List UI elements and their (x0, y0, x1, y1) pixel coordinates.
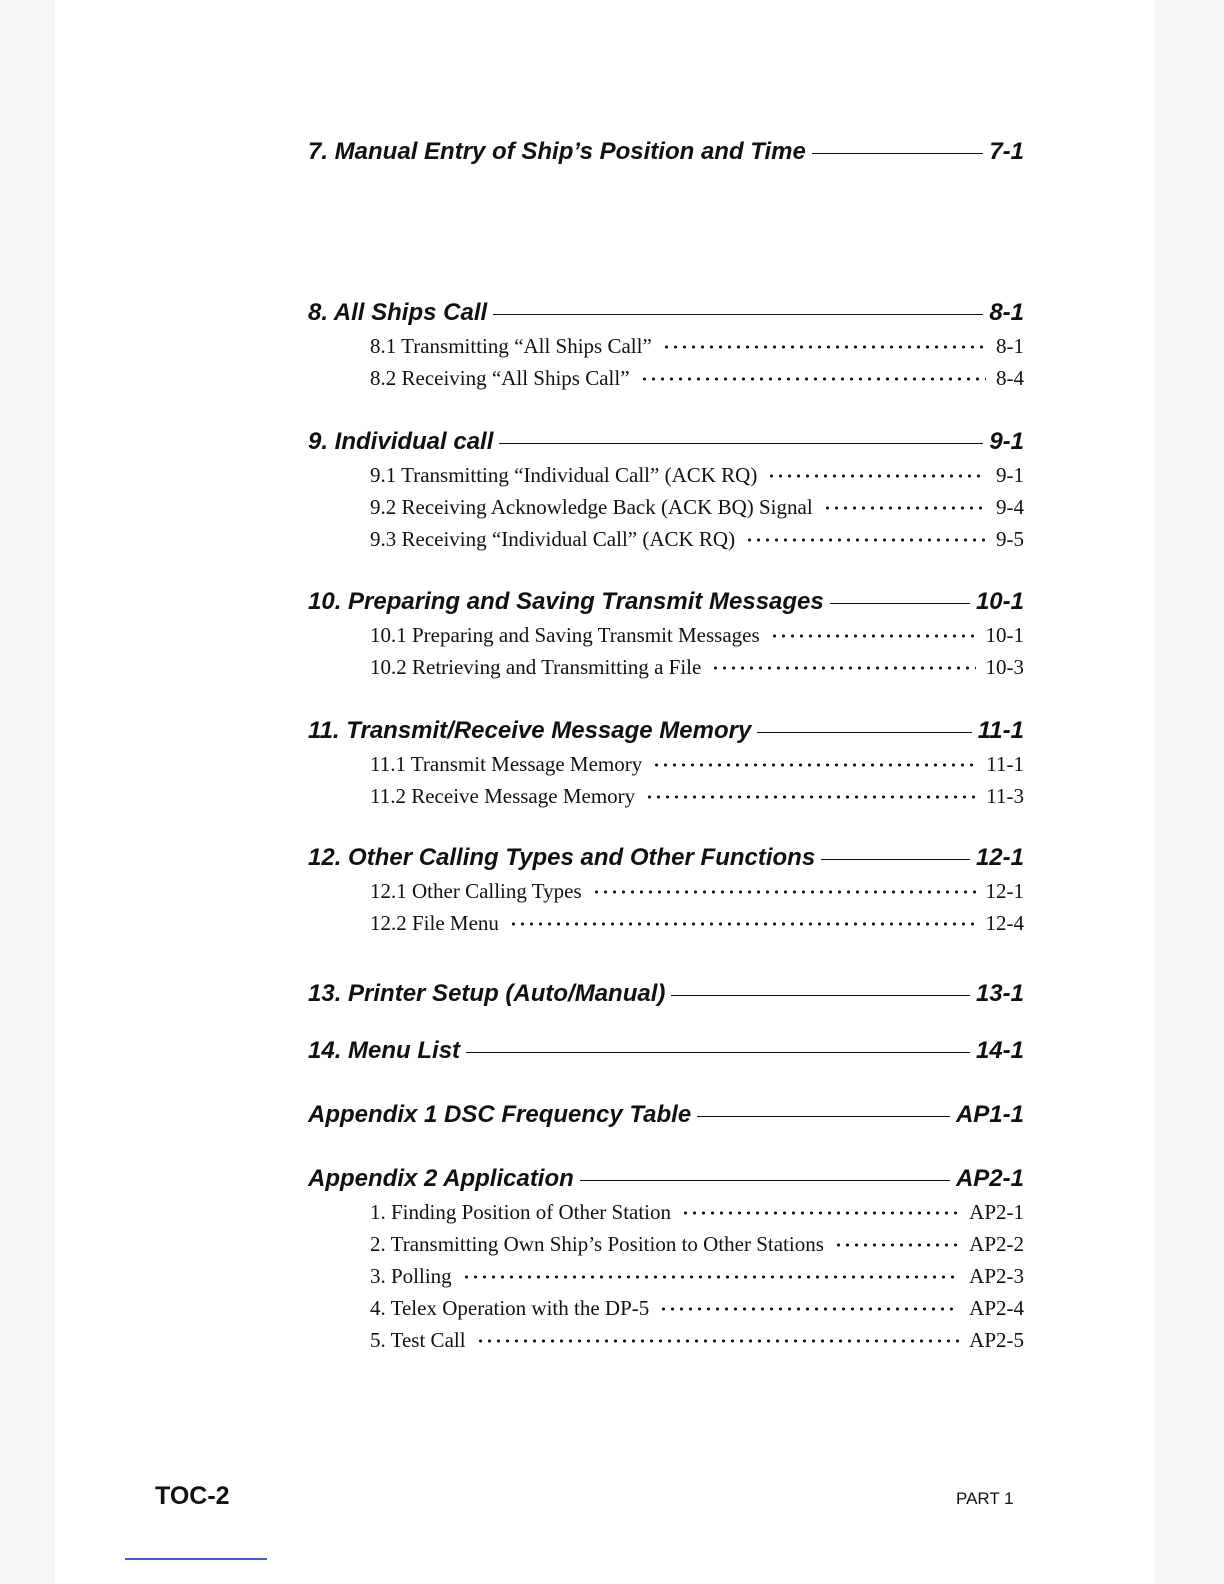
entry-page: 12-1 (985, 878, 1024, 903)
toc-section-10 (308, 585, 1024, 683)
entry-page: 10-1 (985, 622, 1024, 647)
leader-line (493, 314, 983, 315)
toc-entry[interactable] (370, 1196, 1024, 1228)
leader-line (821, 859, 970, 860)
section-title: 10. Preparing and Saving Transmit Messages (308, 588, 824, 615)
leader-line (697, 1116, 950, 1117)
section-title: 12. Other Calling Types and Other Functions (308, 844, 816, 871)
dot-leader (476, 1338, 960, 1344)
dot-leader (823, 505, 986, 511)
entry-title: 12.1 Other Calling Types (370, 878, 582, 903)
leader-line (580, 1180, 950, 1181)
dot-leader (767, 473, 986, 479)
toc-entry[interactable] (370, 748, 1024, 780)
leader-line (830, 603, 970, 604)
entry-page: 8-4 (996, 365, 1024, 390)
toc-entry[interactable] (370, 875, 1024, 907)
section-title: Appendix 2 Application (308, 1165, 574, 1192)
dot-leader (745, 537, 986, 543)
entry-page: AP2-2 (969, 1231, 1024, 1256)
entry-title: 2. Transmitting Own Ship’s Position to Other Stations (370, 1231, 824, 1256)
dot-leader (640, 376, 986, 382)
section-page: 13-1 (975, 980, 1024, 1007)
dot-leader (462, 1274, 959, 1280)
toc-entry[interactable] (370, 523, 1024, 555)
section-title: 9. Individual call (308, 428, 494, 455)
entry-title: 12.2 File Menu (370, 910, 499, 935)
section-heading[interactable] (308, 977, 1024, 1011)
entry-title: 11.2 Receive Message Memory (370, 783, 636, 808)
entry-page: AP2-3 (969, 1263, 1024, 1288)
bottom-divider (125, 1558, 267, 1560)
dot-leader (711, 665, 975, 671)
section-title: 8. All Ships Call (308, 299, 488, 326)
section-page: 8-1 (989, 299, 1024, 326)
section-page: 12-1 (975, 844, 1024, 871)
entry-page: 10-3 (985, 654, 1024, 679)
entry-page: 9-1 (996, 462, 1024, 487)
toc-section-appendix-2 (308, 1162, 1024, 1356)
toc-entry[interactable] (370, 907, 1024, 939)
dot-leader (662, 344, 986, 350)
toc-entry[interactable] (370, 459, 1024, 491)
entry-title: 10.1 Preparing and Saving Transmit Messages (370, 622, 760, 647)
dot-leader (509, 921, 976, 927)
dot-leader (834, 1242, 959, 1248)
section-heading[interactable] (308, 585, 1024, 619)
entry-title: 9.1 Transmitting “Individual Call” (ACK RQ) (370, 462, 758, 487)
toc-entry[interactable] (370, 651, 1024, 683)
leader-line (499, 443, 983, 444)
entry-page: 11-1 (986, 751, 1024, 776)
section-title: 11. Transmit/Receive Message Memory (308, 717, 752, 744)
page-number: TOC-2 (155, 1482, 230, 1510)
entry-page: 9-4 (996, 494, 1024, 519)
leader-line (757, 732, 971, 733)
section-heading[interactable] (308, 296, 1024, 330)
entry-page: AP2-4 (969, 1295, 1024, 1320)
section-title: 7. Manual Entry of Ship’s Position and Time (308, 138, 806, 165)
toc-section-8 (308, 296, 1024, 394)
dot-leader (645, 794, 976, 800)
toc-entry[interactable] (370, 780, 1024, 812)
dot-leader (681, 1210, 959, 1216)
section-heading[interactable] (308, 425, 1024, 459)
leader-line (671, 995, 970, 996)
entry-title: 1. Finding Position of Other Station (370, 1199, 672, 1224)
toc-entry[interactable] (370, 330, 1024, 362)
leader-line (812, 153, 983, 154)
section-heading[interactable] (308, 1098, 1024, 1132)
toc-entry[interactable] (370, 1292, 1024, 1324)
section-page: 10-1 (975, 588, 1024, 615)
toc-entry[interactable] (370, 491, 1024, 523)
section-heading[interactable] (308, 841, 1024, 875)
entry-title: 3. Polling (370, 1263, 452, 1288)
toc-entry[interactable] (370, 1228, 1024, 1260)
section-page: AP1-1 (955, 1101, 1024, 1128)
section-title: 14. Menu List (308, 1037, 461, 1064)
section-heading[interactable] (308, 714, 1024, 748)
toc-entry[interactable] (370, 362, 1024, 394)
entry-page: 11-3 (986, 783, 1024, 808)
section-title: Appendix 1 DSC Frequency Table (308, 1101, 692, 1128)
toc-section-12 (308, 841, 1024, 939)
section-heading[interactable] (308, 135, 1024, 169)
entry-title: 9.2 Receiving Acknowledge Back (ACK BQ) Signal (370, 494, 813, 519)
entry-title: 8.2 Receiving “All Ships Call” (370, 365, 630, 390)
toc-section-appendix-1 (308, 1098, 1024, 1132)
dot-leader (659, 1306, 959, 1312)
entry-title: 9.3 Receiving “Individual Call” (ACK RQ) (370, 526, 736, 551)
toc-entry[interactable] (370, 1260, 1024, 1292)
entry-page: 8-1 (996, 333, 1024, 358)
toc-section-11 (308, 714, 1024, 812)
section-page: AP2-1 (955, 1165, 1024, 1192)
part-label: PART 1 (956, 1489, 1014, 1508)
toc-entry[interactable] (370, 619, 1024, 651)
entry-title: 8.1 Transmitting “All Ships Call” (370, 333, 652, 358)
toc-section-14 (308, 1034, 1024, 1068)
toc-section-7 (308, 135, 1024, 169)
toc-entry[interactable] (370, 1324, 1024, 1356)
dot-leader (592, 889, 976, 895)
section-title: 13. Printer Setup (Auto/Manual) (308, 980, 666, 1007)
entry-page: AP2-1 (969, 1199, 1024, 1224)
entry-title: 11.1 Transmit Message Memory (370, 751, 643, 776)
section-page: 14-1 (975, 1037, 1024, 1064)
entry-page: AP2-5 (969, 1327, 1024, 1352)
entry-title: 10.2 Retrieving and Transmitting a File (370, 654, 702, 679)
section-page: 11-1 (977, 717, 1024, 744)
entry-page: 9-5 (996, 526, 1024, 551)
entry-title: 4. Telex Operation with the DP-5 (370, 1295, 650, 1320)
toc-section-13 (308, 977, 1024, 1011)
entry-title: 5. Test Call (370, 1327, 466, 1352)
section-heading[interactable] (308, 1162, 1024, 1196)
entry-page: 12-4 (985, 910, 1024, 935)
section-page: 9-1 (989, 428, 1024, 455)
dot-leader (770, 633, 976, 639)
toc-section-9 (308, 425, 1024, 555)
leader-line (466, 1052, 970, 1053)
section-page: 7-1 (989, 138, 1024, 165)
dot-leader (652, 762, 976, 768)
section-heading[interactable] (308, 1034, 1024, 1068)
